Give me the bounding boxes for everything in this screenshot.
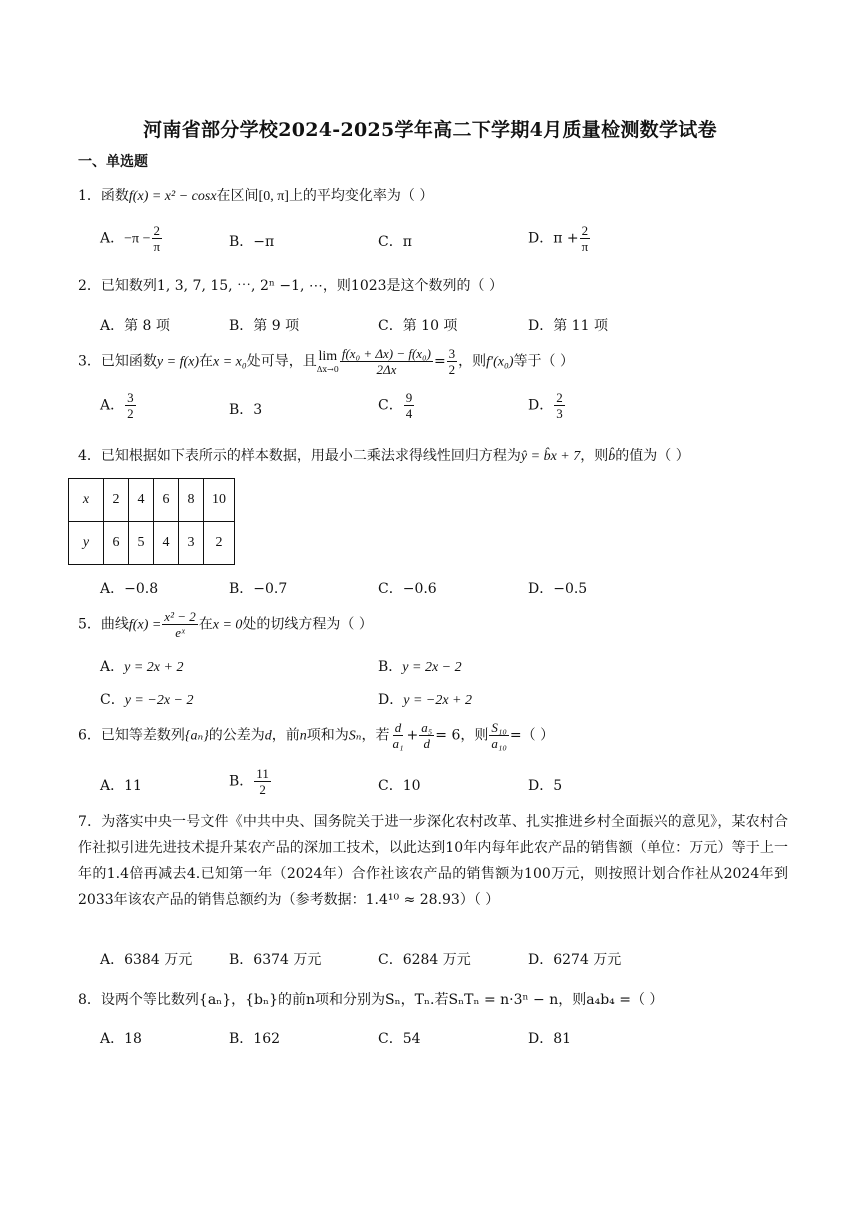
- q5-option-b: B．y = 2x − 2: [378, 659, 462, 675]
- q1-expr: f(x) = x² − cosx: [128, 189, 217, 204]
- table-cell: 6: [154, 479, 179, 522]
- q7-option-b: B．6374 万元: [229, 952, 322, 968]
- q5-fraction: $\frac{\text{x² − 2}}{\text{eˣ}}$: [164, 609, 196, 640]
- table-cell: 2: [104, 479, 129, 522]
- question-3: 3．已知函数y = f(x)在x = x₀处可导，且 lim Δx→0 $\frac{\text{f(x₀ + Δx) − f(x₀)}}{2\Delta x}$ = $\frac{3}{2}$ ，则f′(x₀)等于（ ）: [78, 346, 574, 377]
- q5-option-d: D．y = −2x + 2: [378, 692, 473, 708]
- question-8: 8．设两个等比数列{aₙ}，{bₙ}的前n项和分别为Sₙ，Tₙ.若SₙTₙ = n·3ⁿ − n，则a₄b₄ =（ ）: [78, 992, 664, 1008]
- q1-post: 上的平均变化率为（ ）: [288, 188, 434, 204]
- q7-option-d: D．6274 万元: [528, 952, 622, 968]
- q1-pre: 函数: [100, 188, 129, 204]
- page-title: 河南省部分学校2024-2025学年高二下学期4月质量检测数学试卷: [143, 119, 717, 141]
- table-cell: 4: [129, 479, 154, 522]
- q1-option-c: C．π: [378, 234, 412, 250]
- question-2: 2．已知数列1, 3, 7, 15, ⋯, 2ⁿ −1, ⋯，则1023是这个数列的（ ）: [78, 278, 503, 294]
- q1-a-fraction: $\frac{2}{\pi}$: [153, 223, 161, 254]
- q3-limit: lim Δx→0: [316, 349, 339, 374]
- q6-option-c: C．10: [378, 778, 421, 794]
- q8-option-a: A．18: [100, 1031, 142, 1047]
- q6-option-d: D．5: [528, 778, 563, 794]
- q3-fraction: $\frac{\text{f(x₀ + Δx) − f(x₀)}}{2\Delta x}$: [341, 346, 431, 377]
- table-cell: 3: [179, 522, 204, 565]
- q1-num: 1．: [78, 188, 101, 204]
- q8-option-c: C．54: [378, 1031, 421, 1047]
- q2-option-b: B．第 9 项: [229, 318, 300, 334]
- q2-option-c: C．第 10 项: [378, 318, 458, 334]
- table-header-y: y: [69, 522, 104, 565]
- q6-option-b: B． $\frac{11}{2}$: [229, 766, 269, 797]
- question-6: 6．已知等差数列{aₙ}的公差为d，前n项和为Sₙ，若 $\frac{d}{\text{a₁}}$ + $\frac{\text{a₅}}{d}$ = 6，则 $\frac{\text{S₁₀}}{\text{a₁₀}}$ =（ ）: [78, 720, 555, 751]
- q5-option-a: A．y = 2x + 2: [100, 659, 184, 675]
- q3-option-c: C． $\frac{9}{4}$: [378, 390, 413, 421]
- q3-option-b: B．3: [229, 402, 263, 418]
- q1-option-a: A．−π − $\frac{2}{\pi}$: [100, 223, 161, 254]
- q7-option-a: A．6384 万元: [100, 952, 193, 968]
- table-header-x: x: [69, 479, 104, 522]
- question-1: [78, 185, 433, 205]
- q8-option-b: B．162: [229, 1031, 281, 1047]
- q2-option-d: D．第 11 项: [528, 318, 608, 334]
- table-cell: 4: [154, 522, 179, 565]
- q1-mid: 在区间: [216, 188, 259, 204]
- q4-option-b: B．−0.7: [229, 581, 288, 597]
- q4-option-c: C．−0.6: [378, 581, 437, 597]
- table-cell: 8: [179, 479, 204, 522]
- table-row: [69, 522, 235, 565]
- sample-data-table: [68, 478, 235, 565]
- q1-option-b: B．−π: [229, 234, 275, 250]
- q4-option-a: A．−0.8: [100, 581, 159, 597]
- q7-option-c: C．6284 万元: [378, 952, 471, 968]
- section-heading: 一、单选题: [78, 154, 148, 170]
- q6-option-a: A．11: [100, 778, 142, 794]
- q1-option-d: D．π + $\frac{2}{\pi}$: [528, 223, 589, 254]
- q4-option-d: D．−0.5: [528, 581, 588, 597]
- q1-interval: [0, π]: [258, 189, 289, 204]
- q3-option-a: A． $\frac{3}{2}$: [100, 390, 134, 421]
- table-cell: 2: [204, 522, 235, 565]
- question-4: 4．已知根据如下表所示的样本数据，用最小二乘法求得线性回归方程为ŷ = b̂x + 7，则b̂的值为（ ）: [78, 448, 690, 464]
- q3-option-d: D． $\frac{2}{3}$: [528, 390, 563, 421]
- q2-option-a: A．第 8 项: [100, 318, 170, 334]
- q8-option-d: D．81: [528, 1031, 572, 1047]
- table-row: [69, 479, 235, 522]
- q5-option-c: C．y = −2x − 2: [100, 692, 194, 708]
- table-cell: 10: [204, 479, 235, 522]
- table-cell: 5: [129, 522, 154, 565]
- q3-rhs-fraction: $\frac{3}{2}$: [448, 346, 456, 377]
- question-7: 7．为落实中央一号文件《中共中央、国务院关于进一步深化农村改革、扎实推进乡村全面振兴的意见》，某农村合作社拟引进先进技术提升某农产品的深加工技术，以此达到10年内每年此农产品的销售额（单位：万元）等于上一年的1.4倍再减去4.已知第一年（2024年）合作社该农产品的销售额为100万元，则按照计划合作社从2024年到2033年该农产品的销售总额约为（参考数据：1.4¹⁰ ≈ 28.93）（ ）: [78, 814, 788, 908]
- table-cell: 6: [104, 522, 129, 565]
- q1-d-fraction: $\frac{2}{\pi}$: [581, 223, 589, 254]
- question-5: 5．曲线f(x) = $\frac{\text{x² − 2}}{\text{eˣ}}$ 在x = 0处的切线方程为（ ）: [78, 609, 373, 640]
